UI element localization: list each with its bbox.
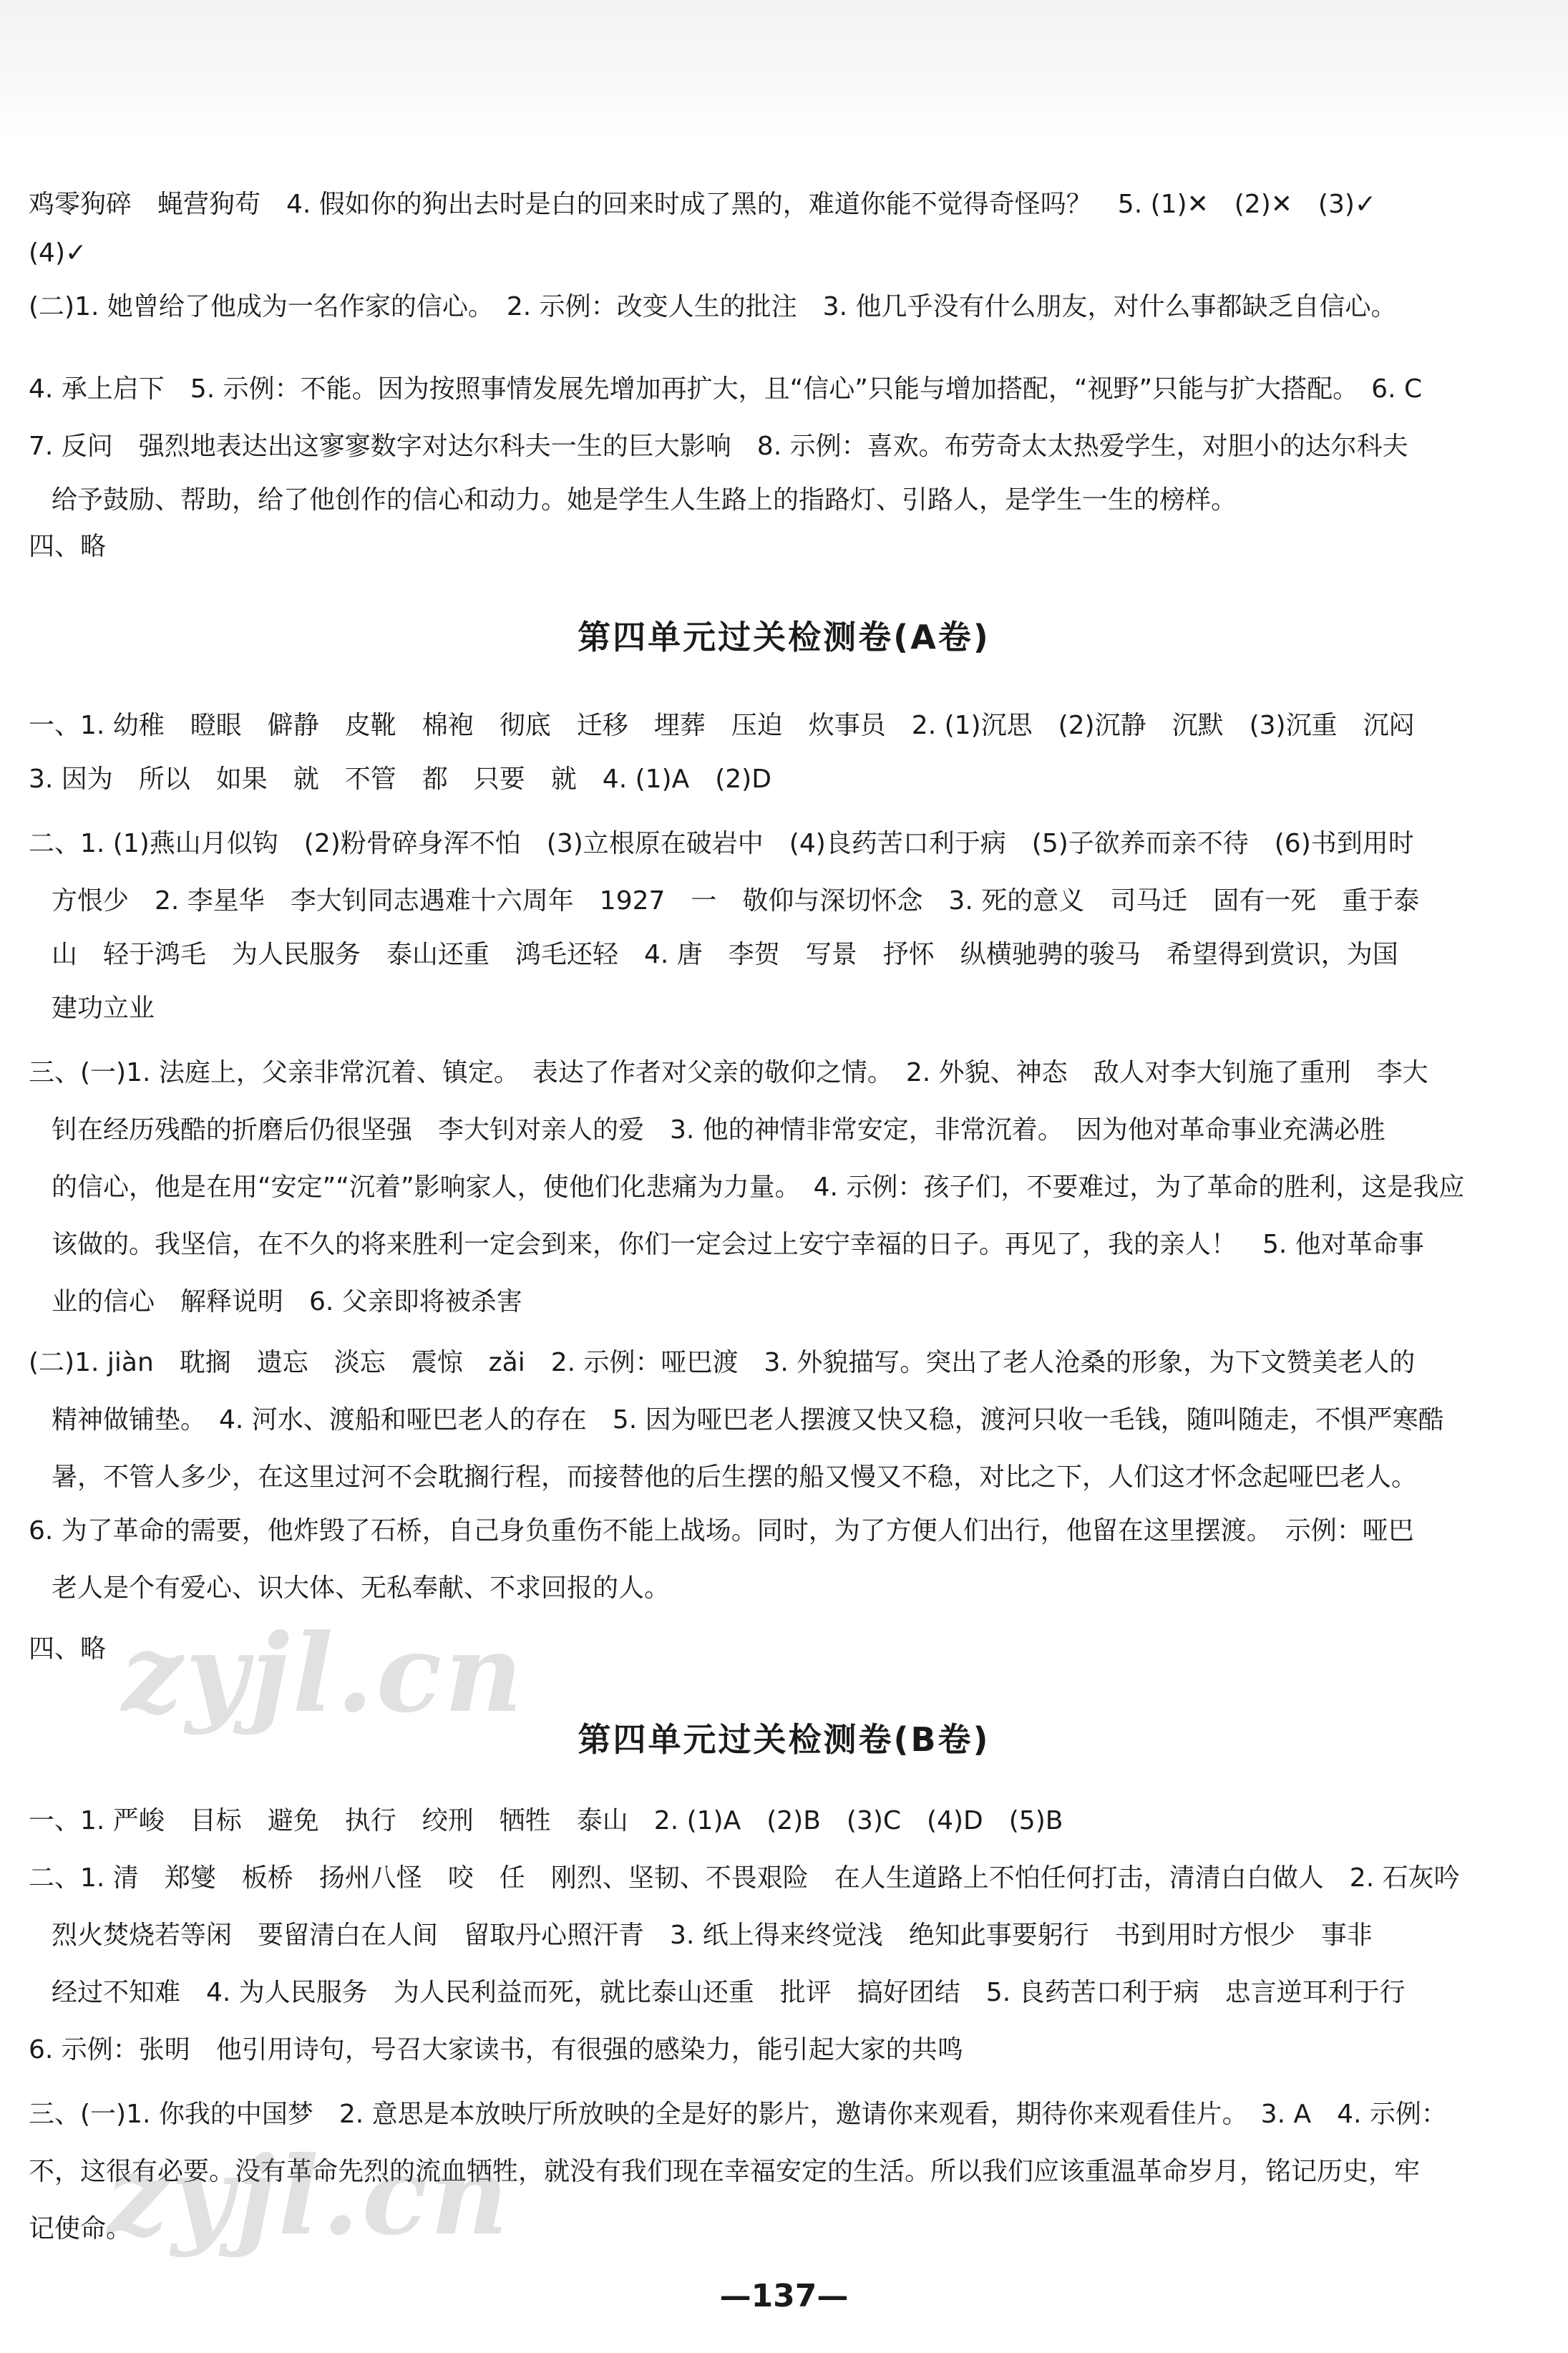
text-line: 一、1. 严峻 目标 避免 执行 绞刑 牺牲 泰山 2. (1)A (2)B (3)C (4)D (5)B [29,1806,1063,1835]
text-line: 经过不知难 4. 为人民服务 为人民利益而死，就比泰山还重 批评 搞好团结 5. 良药苦口利于病 忠言逆耳利于行 [52,1978,1406,2007]
section-title-b: 第四单元过关检测卷(B卷) [578,1720,990,1759]
text-line: 7. 反问 强烈地表达出这寥寥数字对达尔科夫一生的巨大影响 8. 示例：喜欢。布劳奇太太热爱学生，对胆小的达尔科夫 [29,432,1408,461]
text-line: 暑，不管人多少，在这里过河不会耽搁行程，而接替他的后生摆的船又慢又不稳，对比之下，人们这才怀念起哑巴老人。 [52,1462,1418,1492]
text-line: 6. 示例：张明 他引用诗句，号召大家读书，有很强的感染力，能引起大家的共鸣 [29,2035,963,2065]
text-line: 四、略 [29,1634,107,1664]
text-line: 6. 为了革命的需要，他炸毁了石桥，自己身负重伤不能上战场。同时，为了方便人们出行，他留在这里摆渡。 示例：哑巴 [29,1516,1414,1546]
text-line: 烈火焚烧若等闲 要留清白在人间 留取丹心照汗青 3. 纸上得来终觉浅 绝知此事要躬行 书到用时方恨少 事非 [52,1921,1373,1950]
text-line: 鸡零狗碎 蝇营狗苟 4. 假如你的狗出去时是白的回来时成了黑的，难道你能不觉得奇怪吗？ 5. (1)✕ (2)✕ (3)✓ [29,190,1377,219]
text-line: (4)✓ [29,238,87,268]
text-line: 的信心，他是在用“安定”“沉着”影响家人，使他们化悲痛为力量。 4. 示例：孩子们，不要难过，为了革命的胜利，这是我应 [52,1173,1465,1202]
text-line: 三、(一)1. 你我的中国梦 2. 意思是本放映厅所放映的全是好的影片，邀请你来观看，期待你来观看佳片。 3. A 4. 示例： [29,2100,1447,2129]
section-title-a: 第四单元过关检测卷(A卷) [578,618,990,656]
text-line: 4. 承上启下 5. 示例：不能。因为按照事情发展先增加再扩大，且“信心”只能与增加搭配，“视野”只能与扩大搭配。 6. C [29,374,1423,404]
text-line: 一、1. 幼稚 瞪眼 僻静 皮靴 棉袍 彻底 迁移 埋葬 压迫 炊事员 2. (1)沉思 (2)沉静 沉默 (3)沉重 沉闷 [29,711,1415,740]
watermark-lower: zyjl.cn [107,2133,512,2259]
page-number: —137— [719,2278,849,2314]
text-line: 三、(一)1. 法庭上，父亲非常沉着、镇定。 表达了作者对父亲的敬仰之情。 2. 外貌、神态 敌人对李大钊施了重刑 李大 [29,1058,1428,1087]
text-line: 山 轻于鸿毛 为人民服务 泰山还重 鸿毛还轻 4. 唐 李贺 写景 抒怀 纵横驰骋的骏马 希望得到赏识，为国 [52,940,1398,969]
text-line: (二)1. 她曾给了他成为一名作家的信心。 2. 示例：改变人生的批注 3. 他几乎没有什么朋友，对什么事都缺乏自信心。 [29,292,1397,321]
page-top-shade [0,0,1568,143]
text-line: 不，这很有必要。没有革命先烈的流血牺牲，就没有我们现在幸福安定的生活。所以我们应该重温革命岁月，铭记历史，牢 [29,2157,1421,2186]
text-line: 精神做铺垫。 4. 河水、渡船和哑巴老人的存在 5. 因为哑巴老人摆渡又快又稳，渡河只收一毛钱，随叫随走，不惧严寒酷 [52,1405,1444,1435]
text-line: 3. 因为 所以 如果 就 不管 都 只要 就 4. (1)A (2)D [29,765,771,794]
text-line: 二、1. (1)燕山月似钩 (2)粉骨碎身浑不怕 (3)立根原在破岩中 (4)良药苦口利于病 (5)子欲养而亲不待 (6)书到用时 [29,829,1414,858]
watermark-upper: zyjl.cn [122,1611,526,1737]
text-line: 建功立业 [52,994,155,1023]
text-line: 二、1. 清 郑燮 板桥 扬州八怪 咬 任 刚烈、坚韧、不畏艰险 在人生道路上不怕任何打击，清清白白做人 2. 石灰吟 [29,1863,1460,1893]
text-line: 记使命。 [29,2214,132,2243]
text-line: 方恨少 2. 李星华 李大钊同志遇难十六周年 1927 一 敬仰与深切怀念 3. 死的意义 司马迁 固有一死 重于泰 [52,886,1420,916]
text-line: 钊在经历残酷的折磨后仍很坚强 李大钊对亲人的爱 3. 他的神情非常安定，非常沉着。 因为他对革命事业充满必胜 [52,1115,1386,1145]
text-line: 四、略 [29,532,107,561]
text-line: 该做的。我坚信，在不久的将来胜利一定会到来，你们一定会过上安宁幸福的日子。再见了，我的亲人！ 5. 他对革命事 [52,1230,1424,1259]
text-line: 业的信心 解释说明 6. 父亲即将被杀害 [52,1287,522,1316]
text-line: 老人是个有爱心、识大体、无私奉献、不求回报的人。 [52,1573,671,1603]
text-line: (二)1. jiàn 耽搁 遗忘 淡忘 震惊 zǎi 2. 示例：哑巴渡 3. 外貌描写。突出了老人沧桑的形象，为下文赞美老人的 [29,1348,1416,1377]
text-line: 给予鼓励、帮助，给了他创作的信心和动力。她是学生人生路上的指路灯、引路人，是学生一生的榜样。 [52,485,1237,515]
